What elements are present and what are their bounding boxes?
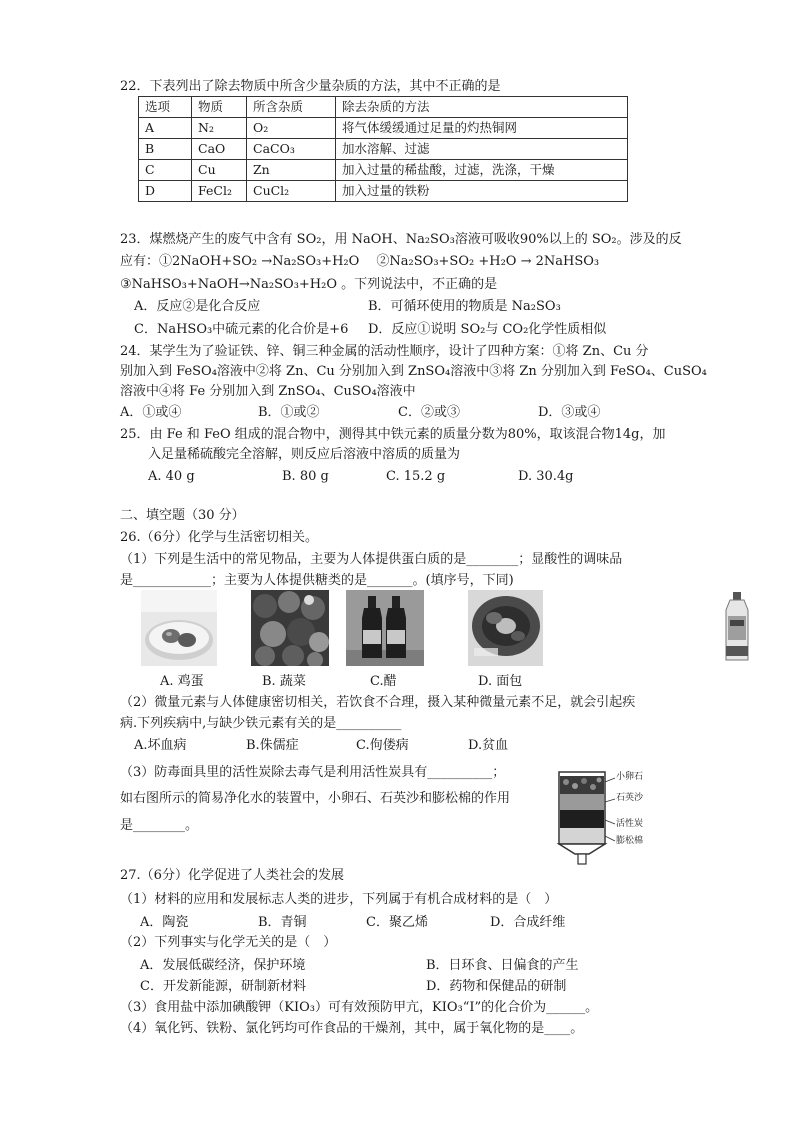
q25-line1: 25．由 Fe 和 FeO 组成的混合物中，测得其中铁元素的质量分数为80%，取该混合物14g，加 <box>120 427 666 442</box>
q26-part2-line1: （2）微量元素与人体健康密切相关，若饮食不合理，摄入某种微量元素不足，就会引起疾 <box>120 695 636 710</box>
q27-part1-option-b: B．青铜 <box>258 915 307 930</box>
caption-vinegar: C.醋 <box>370 674 397 689</box>
section-title: 二、填空题（30 分） <box>120 508 245 523</box>
q25-line2: 入足量稀硫酸完全溶解，则反应后溶液中溶质的质量为 <box>148 447 461 462</box>
q23-option-d: D．反应①说明 SO₂与 CO₂化学性质相似 <box>368 322 607 337</box>
table-row <box>139 118 628 139</box>
vinegar-image <box>346 590 424 666</box>
table-cell: FeCl₂ <box>192 181 247 202</box>
q27-part2: （2）下列事实与化学无关的是（ ） <box>120 935 337 950</box>
table-header-row <box>139 97 628 118</box>
q24-line2: 别加入到 FeSO₄溶液中②将 Zn、Cu 分别加入到 ZnSO₄溶液中③将 Zn 分别加入到 FeSO₄、CuSO₄ <box>120 364 707 379</box>
q26-part1-line2: 是____________；主要为人体提供糖类的是_______。(填序号，下同) <box>120 573 514 588</box>
q23-line3: ③NaHSO₃+NaOH→Na₂SO₃+H₂O 。下列说法中，不正确的是 <box>120 277 498 292</box>
q27-title: 27.（6分）化学促进了人类社会的发展 <box>120 868 344 883</box>
q26-part2-option-b: B.侏儒症 <box>246 738 299 753</box>
table-cell: CaO <box>192 139 247 160</box>
table-cell: 将气体缓缓通过足量的灼热铜网 <box>336 118 628 139</box>
table-header: 物质 <box>192 97 247 118</box>
table-cell: 加入过量的稀盐酸，过滤，洗涤，干燥 <box>336 160 628 181</box>
table-row <box>139 160 628 181</box>
table-header: 所含杂质 <box>247 97 336 118</box>
q25-option-d: D. 30.4g <box>518 469 574 484</box>
q26-part3-line3: 是________。 <box>120 818 199 833</box>
q24-line1: 24．某学生为了验证铁、锌、铜三种金属的活动性顺序，设计了四种方案：①将 Zn、Cu 分 <box>120 344 649 359</box>
q23-option-b: B．可循环使用的物质是 Na₂SO₃ <box>368 299 561 314</box>
q27-part2-option-c: C．开发新能源，研制新材料 <box>140 979 306 994</box>
table-cell: C <box>139 160 192 181</box>
q25-option-a: A. 40 g <box>148 469 195 484</box>
q22-stem: 22．下表列出了除去物质中所含少量杂质的方法，其中不正确的是 <box>120 79 501 94</box>
table-cell: CaCO₃ <box>247 139 336 160</box>
water-filter-diagram <box>553 768 663 868</box>
q26-part3-line1: （3）防毒面具里的活性炭除去毒气是利用活性炭具有__________； <box>120 765 506 780</box>
table-row <box>139 139 628 160</box>
table-cell: A <box>139 118 192 139</box>
table-header: 除去杂质的方法 <box>336 97 628 118</box>
q27-part1-option-c: C．聚乙烯 <box>366 915 428 930</box>
q26-title: 26.（6分）化学与生活密切相关。 <box>120 530 318 545</box>
q24-option-b: B．①或② <box>258 405 320 420</box>
filter-label-cotton: 膨松棉 <box>616 836 644 846</box>
q27-part1: （1）材料的应用和发展标志人类的进步，下列属于有机合成材料的是（ ） <box>120 892 558 907</box>
q26-part1-line1: （1）下列是生活中的常见物品，主要为人体提供蛋白质的是________；显酸性的调味品 <box>120 552 623 567</box>
q24-option-a: A．①或④ <box>120 405 182 420</box>
q23-line1: 23．煤燃烧产生的废气中含有 SO₂，用 NaOH、Na₂SO₃溶液可吸收90%以上的 SO₂。涉及的反 <box>120 232 682 247</box>
q23-line2: 应有：①2NaOH+SO₂ →Na₂SO₃+H₂O ②Na₂SO₃+SO₂ +H₂O → 2NaHSO₃ <box>120 254 600 269</box>
q26-part2-line2: 病.下列疾病中,与缺少铁元素有关的是__________ <box>120 716 402 731</box>
table-cell: O₂ <box>247 118 336 139</box>
vegetables-image <box>251 590 329 666</box>
table-header: 选项 <box>139 97 192 118</box>
filter-label-activated-carbon: 活性炭 <box>616 819 644 829</box>
q27-part4: （4）氧化钙、铁粉、氯化钙均可作食品的干燥剂，其中，属于氧化物的是____。 <box>120 1021 584 1036</box>
q23-option-a: A．反应②是化合反应 <box>134 299 261 314</box>
table-row <box>139 181 628 202</box>
q24-option-d: D．③或④ <box>538 405 601 420</box>
q27-part2-option-b: B．日环食、日偏食的产生 <box>426 958 579 973</box>
table-cell: 加入过量的铁粉 <box>336 181 628 202</box>
q24-line3: 溶液中④将 Fe 分别加入到 ZnSO₄、CuSO₄溶液中 <box>120 384 416 399</box>
impurity-table <box>138 96 628 202</box>
caption-vegetables: B. 蔬菜 <box>262 674 306 689</box>
q27-part2-option-a: A．发展低碳经济，保护环境 <box>140 958 306 973</box>
table-cell: CuCl₂ <box>247 181 336 202</box>
caption-bread: D. 面包 <box>478 674 523 689</box>
filter-label-quartz-sand: 石英沙 <box>616 793 644 803</box>
bottle-image <box>720 590 754 664</box>
table-cell: B <box>139 139 192 160</box>
table-cell: N₂ <box>192 118 247 139</box>
egg-image <box>141 590 217 666</box>
bread-image <box>468 590 543 666</box>
q26-part2-option-a: A.坏血病 <box>134 738 187 753</box>
table-cell: D <box>139 181 192 202</box>
q26-part3-line2: 如右图所示的简易净化水的装置中，小卵石、石英沙和膨松棉的作用 <box>120 791 511 806</box>
table-cell: Zn <box>247 160 336 181</box>
q25-option-c: C. 15.2 g <box>386 469 446 484</box>
q27-part1-option-d: D．合成纤维 <box>490 915 566 930</box>
table-cell: Cu <box>192 160 247 181</box>
q25-option-b: B. 80 g <box>282 469 329 484</box>
q26-part2-option-d: D.贫血 <box>468 738 509 753</box>
q27-part3: （3）食用盐中添加碘酸钾（KIO₃）可有效预防甲亢，KIO₃“I”的化合价为______。 <box>120 1000 599 1015</box>
q23-option-c: C．NaHSO₃中硫元素的化合价是+6 <box>134 322 349 337</box>
table-cell: 加水溶解、过滤 <box>336 139 628 160</box>
q24-option-c: C．②或③ <box>398 405 460 420</box>
caption-egg: A. 鸡蛋 <box>160 674 204 689</box>
filter-label-pebbles: 小卵石 <box>616 772 644 782</box>
q26-part2-option-c: C.佝偻病 <box>356 738 409 753</box>
q27-part2-option-d: D．药物和保健品的研制 <box>426 979 567 994</box>
q27-part1-option-a: A．陶瓷 <box>140 915 189 930</box>
